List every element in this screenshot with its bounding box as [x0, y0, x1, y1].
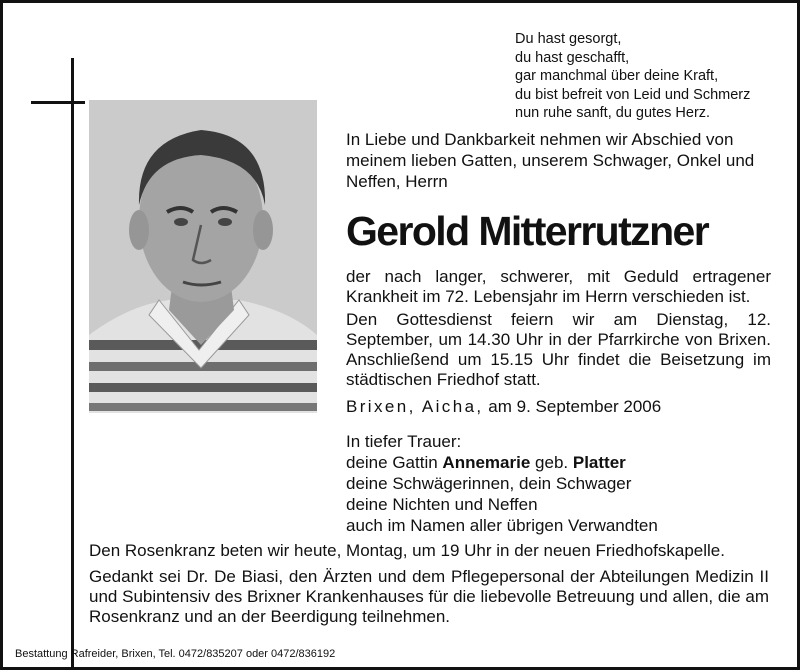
wife-first-name: Annemarie — [442, 453, 531, 472]
portrait-photo — [89, 100, 317, 413]
poem-line: gar manchmal über deine Kraft, — [515, 68, 719, 84]
cross-bar — [31, 101, 85, 104]
poem-line: Du hast gesorgt, — [515, 31, 622, 47]
rosary-text: Den Rosenkranz beten wir heute, Montag, um 19 Uhr in der neuen Friedhofskapelle. — [89, 541, 725, 560]
poem — [515, 30, 750, 123]
wife-maiden-name: Platter — [572, 453, 626, 472]
wife-prefix: deine Gattin — [346, 453, 438, 472]
poem-line: du hast geschafft, — [515, 49, 630, 66]
mourners-line: deine Schwägerinnen, dein Schwager — [346, 474, 632, 493]
undertaker-footer: Bestattung Rafreider, Brixen, Tel. 0472/835207 oder 0472/836192 — [15, 648, 336, 660]
mourners-block — [346, 431, 658, 536]
deceased-name: Gerold Mitterrutzner — [346, 208, 709, 254]
intro-text: In Liebe und Dankbarkeit nehmen wir Abschied von meinem lieben Gatten, unserem Schwager, Onkel und Neffen, Herrn — [346, 130, 755, 191]
mourners-wife — [346, 452, 658, 473]
dateline — [346, 396, 661, 417]
poem-line: du bist befreit von Leid und Schmerz — [515, 86, 751, 103]
wife-mid: geb. — [535, 453, 569, 472]
dateline-place: Brixen, Aicha, — [346, 397, 484, 416]
death-notice-text: der nach langer, schwerer, mit Geduld ertragener Krankheit im 72. Lebensjahr im Herrn verschieden ist. — [346, 267, 771, 306]
funeral-service-text: Den Gottesdienst feiern wir am Dienstag, 12. September, um 14.30 Uhr in der Pfarrkirche von Brixen. Anschließend um 15.15 Uhr findet die Beisetzung im städtischen Friedhof statt. — [346, 310, 771, 389]
poem-line: nun ruhe sanft, du gutes Herz. — [515, 105, 711, 121]
mourners-heading: In tiefer Trauer: — [346, 432, 462, 451]
dateline-date: am 9. September 2006 — [488, 397, 662, 416]
mourners-line: deine Nichten und Neffen — [346, 495, 538, 514]
mourners-line: auch im Namen aller übrigen Verwandten — [346, 516, 658, 535]
thanks-text: Gedankt sei Dr. De Biasi, den Ärzten und dem Pflegepersonal der Abteilungen Medizin II und Subintensiv des Brixner Krankenhauses für die liebevolle Betreuung und allen, die am Rosenkranz und an der Beerdigung teilnehmen. — [89, 567, 769, 626]
cross-icon — [71, 58, 74, 668]
